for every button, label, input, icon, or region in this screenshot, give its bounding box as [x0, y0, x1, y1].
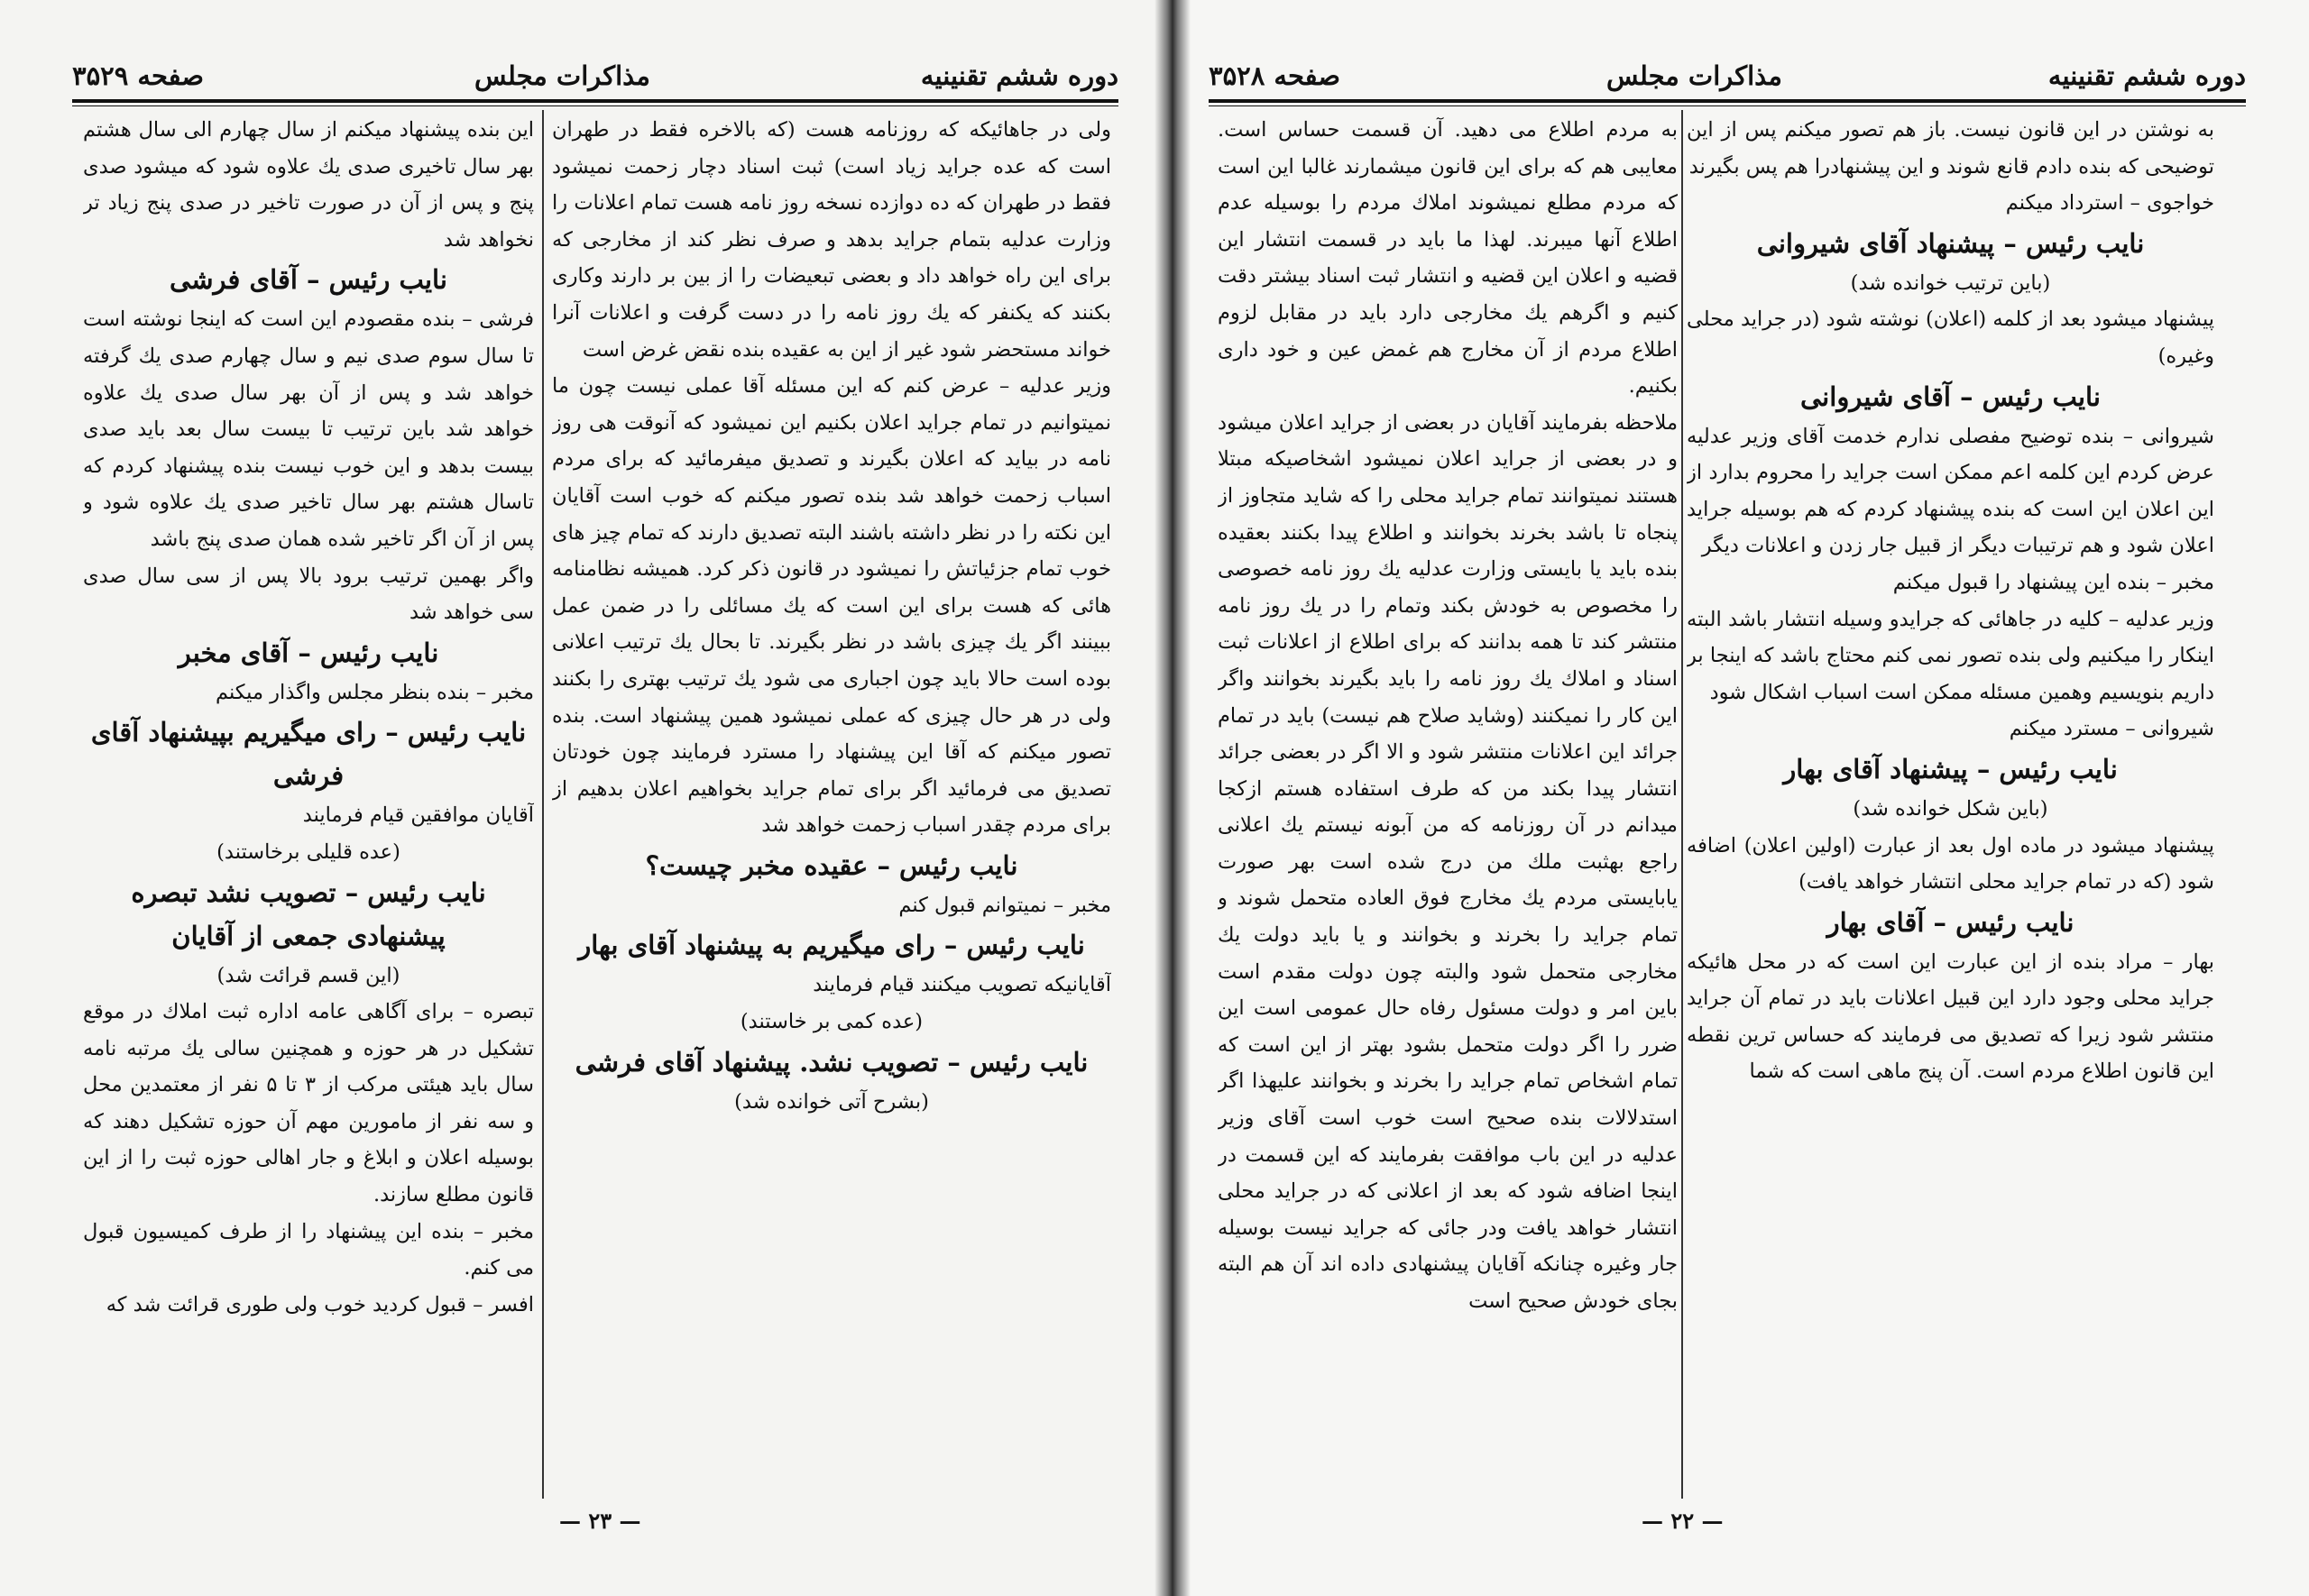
- paragraph: مخبر – بنده بنظر مجلس واگذار میکنم: [215, 680, 534, 704]
- left-page-column-left: [83, 112, 534, 1500]
- right-page-column-divider: [1681, 110, 1683, 1499]
- speaker-heading: نایب رئیس – آقای شیروانی: [1800, 381, 2101, 412]
- speaker-heading: نایب رئیس – پیشنهاد آقای شیروانی: [1756, 227, 2145, 259]
- paragraph: افسر – قبول کردید خوب ولی طوری قرائت شد که: [106, 1292, 534, 1316]
- stage-direction: (عده قلیلی برخاستند): [216, 839, 400, 864]
- stage-direction: (باین ترتیب خوانده شد): [1850, 271, 2051, 295]
- right-page-title: مذاکرات مجلس: [1606, 60, 1782, 91]
- speaker-heading: نایب رئیس – رای میگیریم بپیشنهاد آقای فرشی: [90, 717, 527, 792]
- paragraph: ملاحظه بفرمایند آقایان در بعضی از جراید اعلان میشود و در بعضی از جراید اعلان نمیشود اشخاصیکه مبتلا هستند نمیتوانند تمام جراید محلی را که شاید متجاوز از پنجاه تا باشد بخرند بخوانند و اطلاع پیدا بکنند بعقیده بنده باید یا بایستی وزارت عدلیه یك روز نامه خصوصی را مخصوص به خودش بکند وتمام را در یك روز نامه منتشر کند تا همه بدانند که برای اطلاع از اعلانات ثبت اسناد و املاك یك روز نامه را باید بگیرند بخوانند واگر این کار را نمیکنند (وشاید صلاح هم نیست) باید در تمام جرائد این اعلانات منتشر شود و الا اگر در بعضی جرائد انتشار پیدا بکند من که طرف استفاده هستم ازکجا میدانم در آن روزنامه که من آبونه نیستم یك اعلانی راجع بهثبت ملك من درج شده است بهر صورت یابایستی مردم یك مخارج فوق العاده متحمل شوند و تمام جراید را بخرند و بخوانند و یا باید دولت یك مخارجی متحمل شود والبته چون دولت مقدم است باین امر و دولت مسئول رفاه حال عمومی است این ضرر را اگر دولت متحمل بشود بهتر از این است که تمام اشخاص تمام جراید را بخرند و بخوانند علیهذا اگر استدلالات بنده صحیح است خوب است آقای وزیر عدلیه در این باب موافقت بفرمایند که این قسمت در اینجا اضافه شود که بعد از اعلانی که در جراید محلی انتشار خواهد یافت ودر جائی که جراید نیست بوسیله جار وغیره چنانکه آقایان پیشنهادی داده اند آن هم البته بجای خودش صحیح است: [1218, 410, 1678, 1313]
- paragraph: شیروانی – مسترد میکنم: [2009, 717, 2214, 741]
- left-page-number: صفحه ۳۵۲۹: [72, 60, 204, 91]
- left-page-header: [72, 52, 1118, 99]
- stage-direction: (این قسم قرائت شد): [216, 963, 400, 987]
- paragraph: پیشنهاد میشود بعد از کلمه (اعلان) نوشته شود (در جراید محلی وغیره): [1687, 307, 2214, 368]
- paragraph: واگر بهمین ترتیب برود بالا پس از سی سال صدی سی خواهد شد: [83, 564, 534, 625]
- book-gutter: [1154, 0, 1191, 1596]
- stage-direction: (باین شکل خوانده شد): [1853, 796, 2048, 821]
- paragraph: پیشنهاد میشود در ماده اول بعد از عبارت (اولین اعلان) اضافه شود (که در تمام جراید محلی انتشار خواهد یافت): [1687, 833, 2214, 894]
- paragraph: وزیر عدلیه – عرض کنم که این مسئله آقا عملی نیست چون ما نمیتوانیم در تمام جراید اعلان بکنیم این نمیشود که آنوقت هی روز نامه در بیاید که اعلان بگیرند و تصدیق میفرمائید که برای مردم اسباب زحمت خواهد شد بنده تصور میکنم که خوب است آقایان این نکته را در نظر داشته باشند البته تصدیق دارند که تمام چیز های خوب تمام جزئیاتش را نمیشود در قانون ذکر کرد. همیشه نظامنامه هائی که هست برای این است که یك مسائلی را در ضمن عمل ببینند اگر یك چیزی باشد در نظر بگیرند. تا بحال یك ترتیب اعلانی بوده است حالا باید چون اجباری می شود یك ترتیب بهتری را بکنند ولی در هر حال چیزی که عملی نمیشود همین پیشنهاد است. بنده تصور میکنم که آقا این پیشنهاد را مسترد فرمایند چون خودتان تصدیق می فرمائید اگر برای تمام جراید بخواهیم اعلان بدهیم از برای مردم چقدر اسباب زحمت خواهد شد: [552, 374, 1111, 838]
- right-page-column-right: [1687, 112, 2214, 1500]
- speaker-heading: نایب رئیس – عقیده مخبر چیست؟: [645, 849, 1018, 881]
- speaker-heading: نایب رئیس – آقای فرشی: [170, 264, 447, 296]
- stage-direction: (بشرح آتی خوانده شد): [734, 1089, 929, 1114]
- left-page-column-right: [552, 112, 1111, 1500]
- speaker-heading: نایب رئیس – تصویب نشد تبصره پیشنهادی جمعی از آقایان: [131, 876, 486, 951]
- paragraph: بهار – مراد بنده از این عبارت این است که در محل هائیکه جراید محلی وجود دارد این قبیل اعلانات باید در تمام آن جراید منتشر شود زیرا که تصدیق می فرمایند که حساس ترین نقطه این قانون اطلاع مردم است. آن پنج ماهی است که شما: [1687, 949, 2214, 1084]
- speaker-heading: نایب رئیس – پیشنهاد آقای بهار: [1783, 753, 2118, 784]
- left-page-session: دوره ششم تقنینیه: [920, 60, 1118, 91]
- left-page-header-rule: [72, 99, 1118, 103]
- right-page-session: دوره ششم تقنینیه: [2047, 60, 2246, 91]
- paragraph: این بنده پیشنهاد میکنم از سال چهارم الی سال هشتم بهر سال تاخیری صدی یك علاوه شود که میشود صدی پنج و پس از آن در صورت تاخیر در صدی پنج زیاد تر نخواهد شد: [83, 118, 534, 252]
- paragraph: آقایان موافقین قیام فرمایند: [302, 803, 534, 828]
- right-page: [1173, 0, 2309, 1596]
- paragraph: به نوشتن در این قانون نیست. باز هم تصور میکنم پس از این توضیحی که بنده دادم قانع شوند و این پیشنهادرا هم پس بگیرند: [1687, 118, 2214, 179]
- speaker-heading: نایب رئیس – آقای بهار: [1826, 906, 2074, 938]
- right-page-number: صفحه ۳۵۲۸: [1209, 60, 1340, 91]
- paragraph: فرشی – بنده مقصودم این است که اینجا نوشته است تا سال سوم صدی نیم و سال چهارم صدی یك گرفته خواهد شد و پس از آن بهر سال صدی یك علاوه خواهد شد باین ترتیب تا بیست سال بعد باید صدی بیست بدهد و این خوب نیست بنده پیشنهاد کردم که تاسال هشتم بهر سال تاخیر صدی یك علاوه شود و پس از آن اگر تاخیر شده همان صدی پنج باشد: [83, 307, 534, 551]
- paragraph: به مردم اطلاع می دهید. آن قسمت حساس است. معایبی هم که برای این قانون میشمارند غالبا این است که مردم مطلع نمیشوند املاك مردم را بوسیله عدم اطلاع آنها میبرند. لهذا ما باید در قسمت انتشار این قضیه و اعلان این قضیه و انتشار ثبت اسناد بیشتر دقت کنیم و اگرهم یك مخارجی دارد باید در مقابل لزوم اطلاع مردم از آن مخارج هم غمض عین و خود داری بکنیم.: [1218, 118, 1678, 399]
- paragraph: آقایانیکه تصویب میکنند قیام فرمایند: [813, 973, 1111, 997]
- paragraph: مخبر – نمیتوانم قبول کنم: [898, 893, 1111, 917]
- speaker-heading: نایب رئیس – رای میگیریم به پیشنهاد آقای بهار: [578, 930, 1085, 961]
- paragraph: تبصره – برای آگاهی عامه اداره ثبت املاك در موقع تشکیل در هر حوزه و همچنین سالی یك مرتبه نامه سال باید هیئتی مرکب از ۳ تا ۵ نفر از معتمدین محل و سه نفر از مامورین مهم آن حوزه تشکیل دهند که بوسیله اعلان و ابلاغ و جار اهالی حوزه ثبت را از این قانون مطلع سازند.: [83, 1000, 534, 1207]
- left-page-column-divider: [542, 110, 544, 1499]
- stage-direction: (عده کمی بر خاستند): [740, 1010, 924, 1034]
- speaker-heading: نایب رئیس – تصویب نشد. پیشنهاد آقای فرشی: [575, 1046, 1089, 1078]
- left-page-footer: — ۲۳ —: [559, 1508, 641, 1534]
- paragraph: مخبر – بنده این پیشنهاد را از طرف کمیسیون قبول می کنم.: [83, 1219, 534, 1280]
- paragraph: شیروانی – بنده توضیح مفصلی ندارم خدمت آقای وزیر عدلیه عرض کردم این کلمه اعم ممکن است جراید را محروم بدارد از این اعلان این است که بنده پیشنهاد کردم که هم بوسیله جراید اعلان شود و هم ترتیبات دیگر از قبیل جار زدن و اعلانات دیگر: [1687, 424, 2214, 558]
- speaker-heading: نایب رئیس – آقای مخبر: [178, 637, 439, 668]
- paragraph: خواجوی – استرداد میکنم: [2005, 191, 2214, 216]
- right-page-footer: — ۲۲ —: [1642, 1508, 1724, 1534]
- paragraph: مخبر – بنده این پیشنهاد را قبول میکنم: [1892, 570, 2214, 594]
- paragraph: ولی در جاهائیکه که روزنامه هست (که بالاخره فقط در طهران است که عده جراید زیاد است) ثبت اسناد دچار زحمت نمیشود فقط در طهران که ده دوازده نسخه روز نامه هست تمام اعلانات را وزارت عدلیه بتمام جراید بدهد و صرف نظر کند از مخارجی که برای این راه خواهد داد و بعضی تبعیضات را از بین بر دارند وکاری بکنند که یکنفر که یك روز نامه را در دست گرفت و اعلانات آنرا خواند مستحضر شود غیر از این به عقیده بنده نقض غرض است: [552, 118, 1111, 362]
- right-page-header-rule: [1209, 99, 2246, 103]
- right-page-header: [1209, 52, 2246, 99]
- left-page-title: مذاکرات مجلس: [474, 60, 650, 91]
- paragraph: وزیر عدلیه – کلیه در جاهائی که جرایدو وسیله انتشار باشد البته اینکار را میکنیم ولی بنده تصور نمی کنم محتاج باشد که اینجا بر داریم بنویسیم وهمین مسئله ممکن است اسباب اشکال شود: [1687, 607, 2214, 704]
- right-page-column-left: [1218, 112, 1678, 1500]
